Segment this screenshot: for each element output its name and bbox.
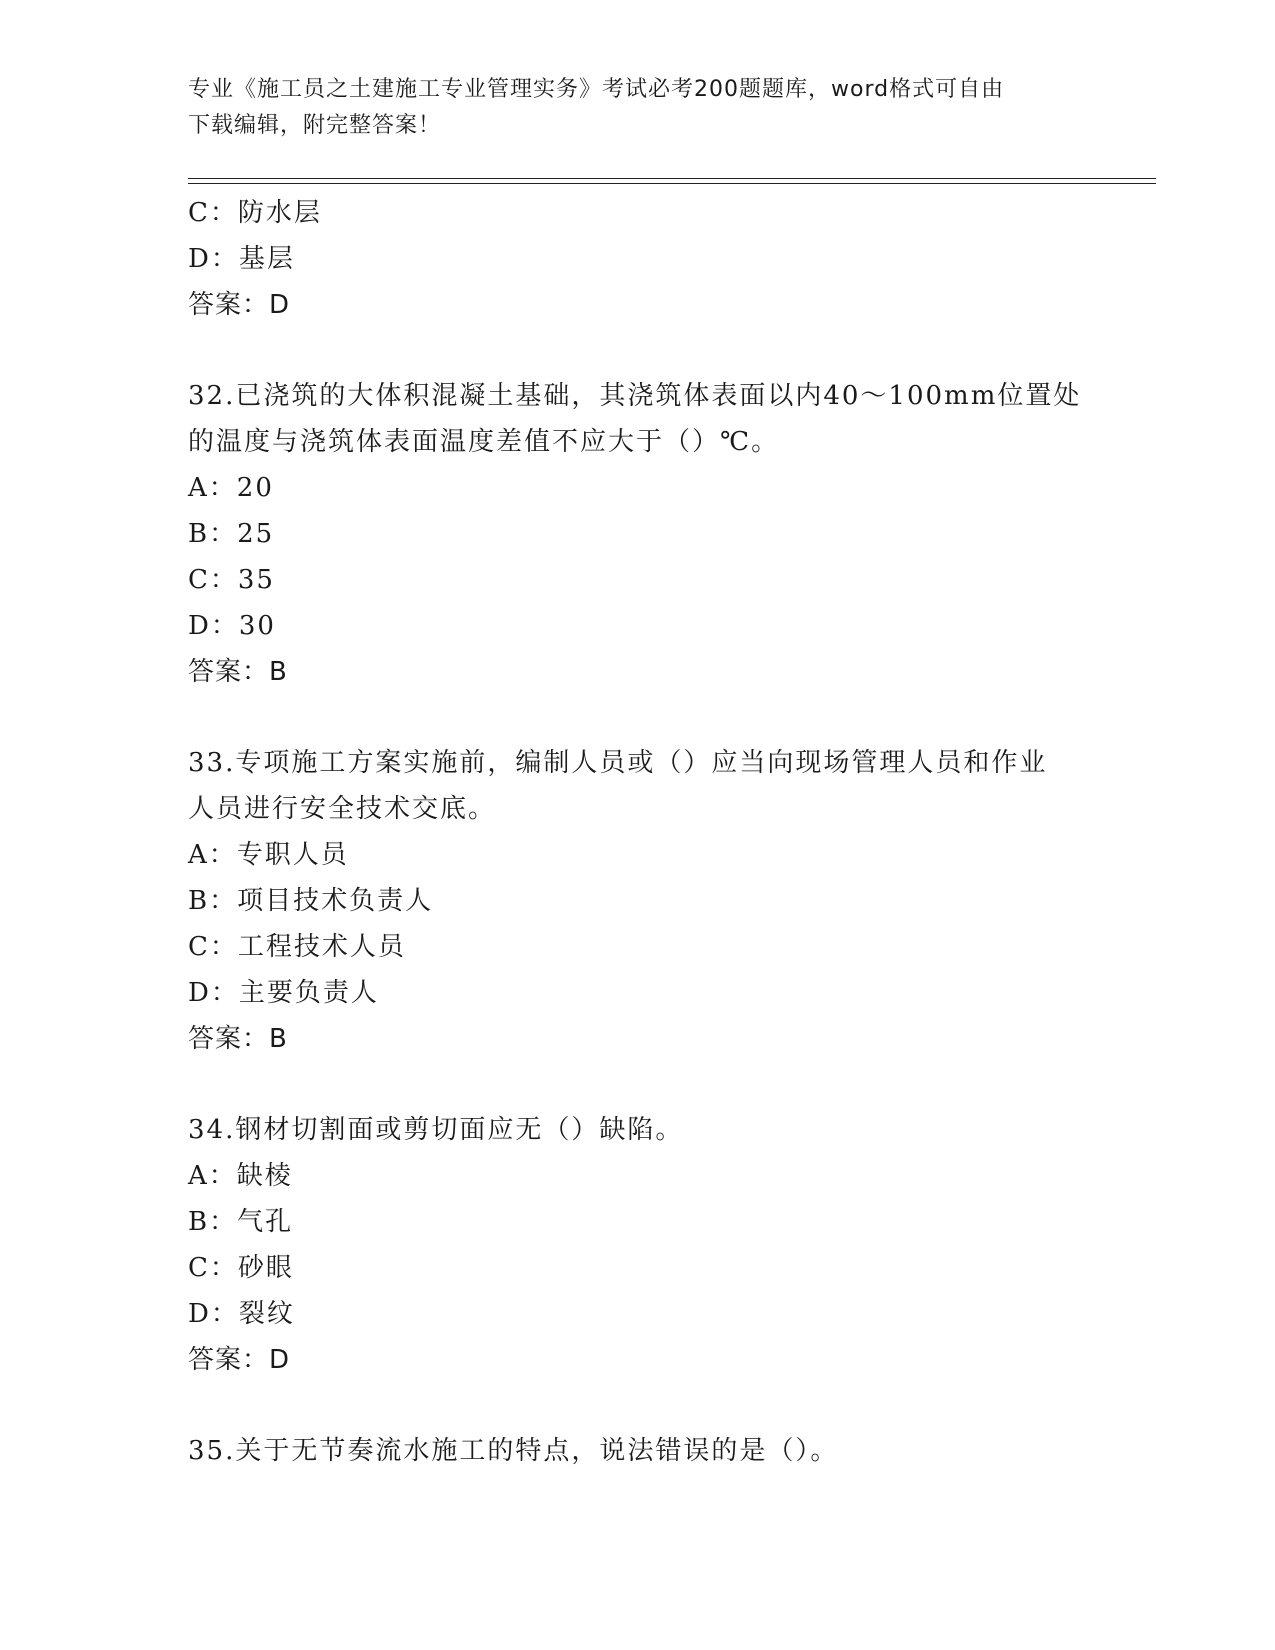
option-a: A：专职人员	[188, 840, 349, 870]
answer: 答案：D	[188, 290, 291, 320]
header-divider-bottom	[188, 183, 1156, 184]
option-c: C：工程技术人员	[188, 932, 406, 962]
option-b: B：气孔	[188, 1207, 294, 1237]
option-c: C：35	[188, 565, 275, 595]
answer: 答案：D	[188, 1345, 291, 1375]
question-stem	[188, 373, 1082, 465]
answer: 答案：B	[188, 1024, 288, 1054]
stem-line-1: 32.已浇筑的大体积混凝土基础，其浇筑体表面以内40～100mm位置处	[188, 381, 1082, 411]
header-line-2: 下载编辑，附完整答案！	[188, 113, 442, 138]
question-32	[188, 373, 1088, 695]
question-34	[188, 1107, 1088, 1383]
stem-line-1: 33.专项施工方案实施前，编制人员或（）应当向现场管理人员和作业	[188, 748, 1048, 778]
question-31	[188, 190, 1088, 328]
spacer	[188, 695, 1088, 740]
header-divider-top	[188, 178, 1156, 179]
answer: 答案：B	[188, 657, 288, 687]
question-35	[188, 1428, 1088, 1474]
option-d: D：主要负责人	[188, 978, 379, 1008]
question-33	[188, 740, 1088, 1062]
question-stem	[188, 1107, 1068, 1153]
stem-line-1: 35.关于无节奏流水施工的特点，说法错误的是（）。	[188, 1436, 839, 1466]
option-d: D：裂纹	[188, 1299, 295, 1329]
option-c: C：防水层	[188, 198, 322, 228]
option-c: C：砂眼	[188, 1253, 294, 1283]
question-list	[188, 190, 1088, 1474]
header-line-1: 专业《施工员之土建施工专业管理实务》考试必考200题题库，word格式可自由	[188, 77, 1005, 102]
option-a: A：20	[188, 473, 274, 503]
option-b: B：25	[188, 519, 275, 549]
option-d: D：基层	[188, 244, 295, 274]
stem-line-1: 34.钢材切割面或剪切面应无（）缺陷。	[188, 1115, 684, 1145]
spacer	[188, 328, 1088, 373]
document-header	[188, 72, 1088, 144]
question-stem	[188, 740, 1068, 832]
stem-line-2: 人员进行安全技术交底。	[188, 794, 497, 824]
question-stem	[188, 1428, 1068, 1474]
stem-line-2: 的温度与浇筑体表面温度差值不应大于（）℃。	[188, 427, 780, 457]
spacer	[188, 1383, 1088, 1428]
option-d: D：30	[188, 611, 276, 641]
option-b: B：项目技术负责人	[188, 886, 434, 916]
spacer	[188, 1062, 1088, 1107]
option-a: A：缺棱	[188, 1161, 293, 1191]
